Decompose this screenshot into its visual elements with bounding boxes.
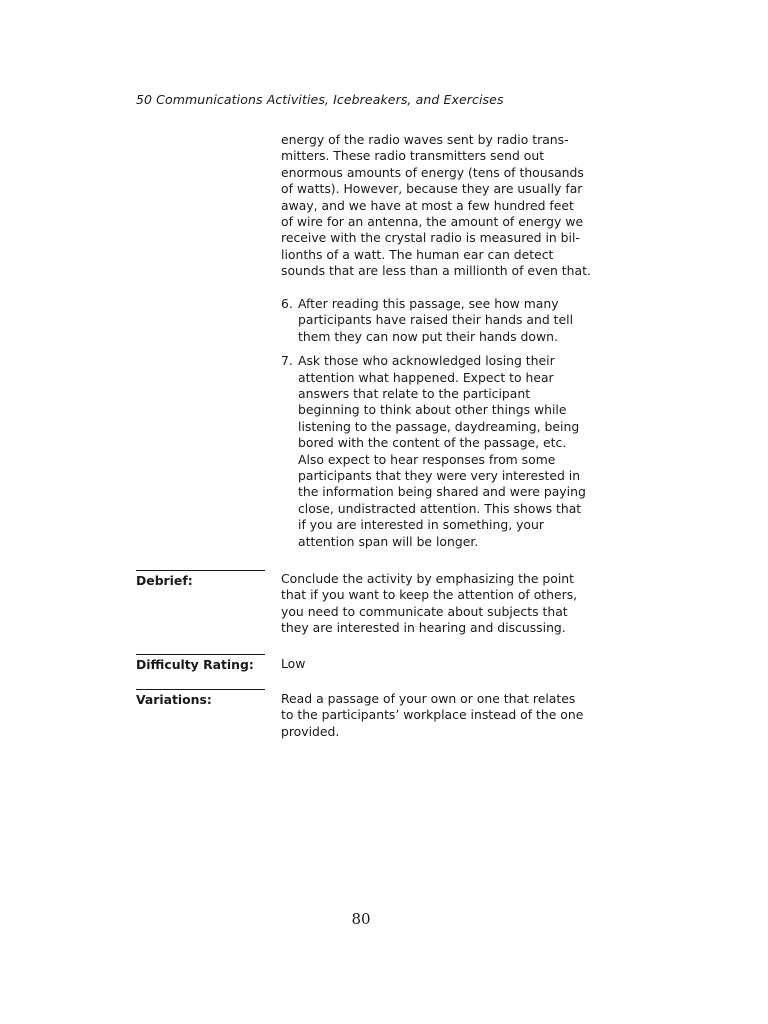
difficulty-rating-value <box>281 656 591 672</box>
variations-text <box>281 691 591 740</box>
passage-line: enormous amounts of energy (tens of thousands <box>281 164 584 180</box>
debrief-line: Conclude the activity by emphasizing the point <box>281 571 575 586</box>
step-line: attention span will be longer. <box>298 533 479 549</box>
debrief-line: that if you want to keep the attention of others, <box>281 587 578 603</box>
step-line: if you are interested in something, your <box>298 517 544 533</box>
passage-line: receive with the crystal radio is measured in bil- <box>281 230 580 246</box>
passage-text <box>281 132 591 280</box>
step-line: close, undistracted attention. This shows that <box>298 500 582 516</box>
step-line: After reading this passage, see how many <box>298 296 559 311</box>
debrief-line: you need to communicate about subjects that <box>281 603 568 619</box>
numbered-steps <box>281 296 591 558</box>
passage-line: sounds that are less than a millionth of even that. <box>281 263 591 279</box>
variations-line: Read a passage of your own or one that relates <box>281 691 576 706</box>
step-item-7 <box>281 353 591 550</box>
step-number: 7. <box>281 353 293 369</box>
difficulty-rating-label: Difficulty Rating: <box>136 654 265 673</box>
step-line: beginning to think about other things while <box>298 402 567 418</box>
passage-line: away, and we have at most a few hundred feet <box>281 197 574 213</box>
passage-line: of wire for an antenna, the amount of energy we <box>281 214 584 230</box>
step-line: answers that relate to the participant <box>298 386 531 402</box>
passage-line: of watts). However, because they are usually far <box>281 181 583 197</box>
step-line: bored with the content of the passage, etc. <box>298 435 567 451</box>
debrief-line: they are interested in hearing and discussing. <box>281 620 566 636</box>
difficulty-rating-line: Low <box>281 656 306 671</box>
step-line: Also expect to hear responses from some <box>298 451 556 467</box>
variations-line: to the participants’ workplace instead of the one <box>281 707 584 723</box>
debrief-text <box>281 571 591 637</box>
step-line: participants have raised their hands and tell <box>298 312 574 328</box>
step-line: the information being shared and were paying <box>298 484 586 500</box>
step-line: attention what happened. Expect to hear <box>298 369 554 385</box>
variations-line: provided. <box>281 723 340 739</box>
passage-line: lionths of a watt. The human ear can detect <box>281 246 554 262</box>
variations-label: Variations: <box>136 689 265 708</box>
passage-line: mitters. These radio transmitters send out <box>281 148 545 164</box>
step-line: Ask those who acknowledged losing their <box>298 353 555 369</box>
step-line: them they can now put their hands down. <box>298 328 558 344</box>
step-item-6 <box>281 296 591 345</box>
step-line: listening to the passage, daydreaming, being <box>298 418 580 434</box>
step-number: 6. <box>281 296 293 311</box>
debrief-label: Debrief: <box>136 570 265 589</box>
running-head: 50 Communications Activities, Icebreakers, and Exercises <box>136 92 504 107</box>
step-line: participants that they were very interested in <box>298 468 581 484</box>
page-number: 80 <box>351 910 371 928</box>
passage-line: energy of the radio waves sent by radio trans- <box>281 132 569 147</box>
